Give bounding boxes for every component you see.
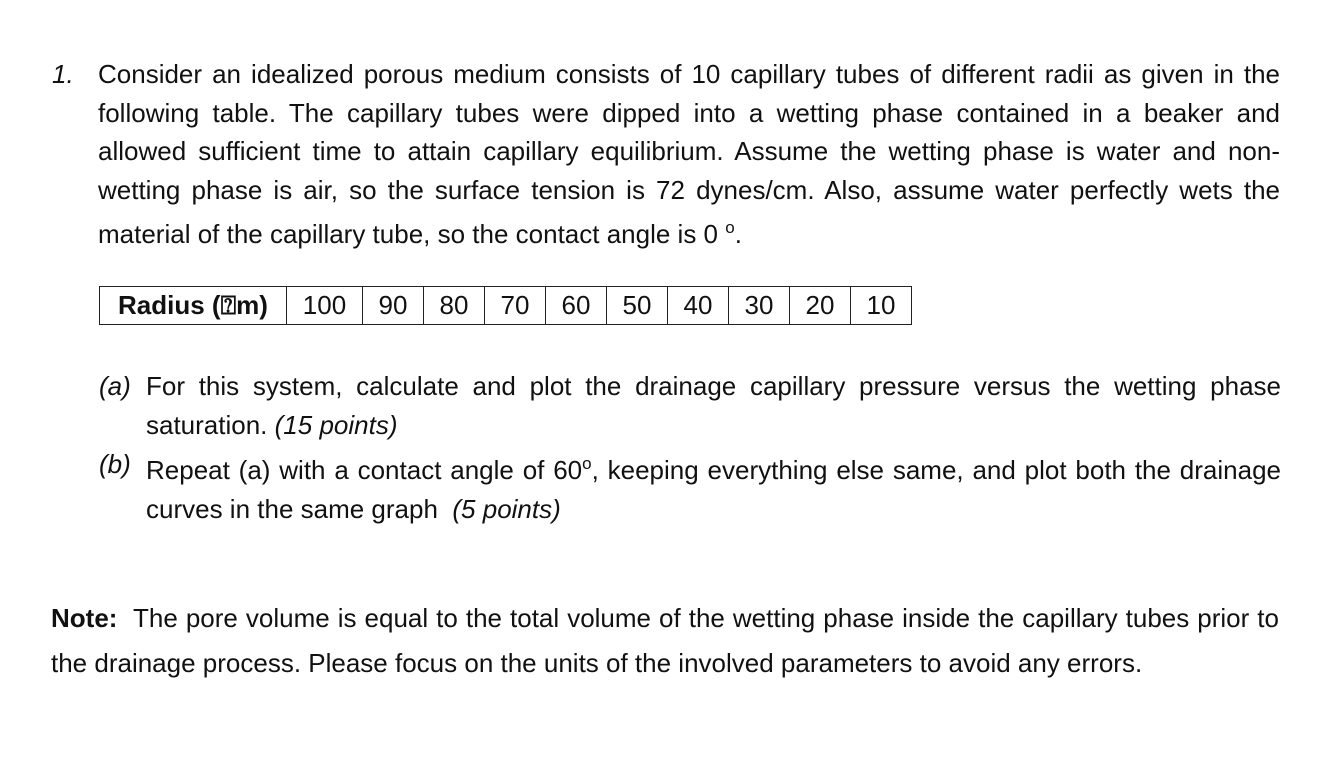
question-text	[98, 55, 1280, 254]
part-a	[99, 367, 1281, 444]
degree-symbol: o	[582, 454, 592, 473]
part-b-label: (b)	[99, 449, 131, 479]
part-a-label: (a)	[99, 371, 131, 401]
part-a-text: For this system, calculate and plot the drainage capillary pressure versus the wetting phase saturation.	[146, 371, 1281, 440]
question-end-period: .	[734, 219, 742, 250]
radius-value-cell: 40	[668, 287, 729, 325]
radius-value-cell: 30	[729, 287, 790, 325]
note-label: Note:	[51, 603, 118, 633]
radius-value-cell: 90	[363, 287, 424, 325]
radius-value-cell: 60	[546, 287, 607, 325]
part-b-text-block	[146, 445, 1281, 528]
question-number: 1.	[52, 59, 74, 89]
radius-value-cell: 70	[485, 287, 546, 325]
note-paragraph	[51, 596, 1279, 685]
part-b-text-before: Repeat (a) with a contact angle of 60	[146, 455, 583, 485]
part-b-text-after: , keeping everything else same, and plot both the drainage curves in the same graph	[146, 455, 1281, 524]
question-body: Consider an idealized porous medium consists of 10 capillary tubes of different radii as given in the following table. The capillary tubes were dipped into a wetting phase contained in a beaker and allowed sufficient time to attain capillary equilibrium. Assume the wetting phase is water and non-wetting phase is air, so the surface tension is 72 dynes/cm. Also, assume water perfectly wets the material of the capillary tube, so the contact angle is 0	[98, 59, 1280, 250]
radius-value-cell: 20	[790, 287, 851, 325]
degree-symbol: o	[725, 218, 735, 238]
question-1	[52, 55, 1280, 254]
radius-value-cell: 10	[851, 287, 912, 325]
part-b-points: (5 points)	[452, 493, 561, 524]
radius-table	[99, 286, 912, 325]
radius-header-cell: Radius (⍰m)	[100, 287, 287, 325]
part-b	[99, 445, 1281, 528]
radius-value-cell: 80	[424, 287, 485, 325]
radius-value-cell: 50	[607, 287, 668, 325]
table-row	[100, 287, 912, 325]
part-a-text-block	[146, 367, 1281, 444]
part-a-points: (15 points)	[274, 409, 398, 440]
radius-value-cell: 100	[287, 287, 363, 325]
note-text: The pore volume is equal to the total volume of the wetting phase inside the capillary tubes prior to the drainage process. Please focus on the units of the involved parameters to avoid any errors.	[51, 603, 1279, 678]
